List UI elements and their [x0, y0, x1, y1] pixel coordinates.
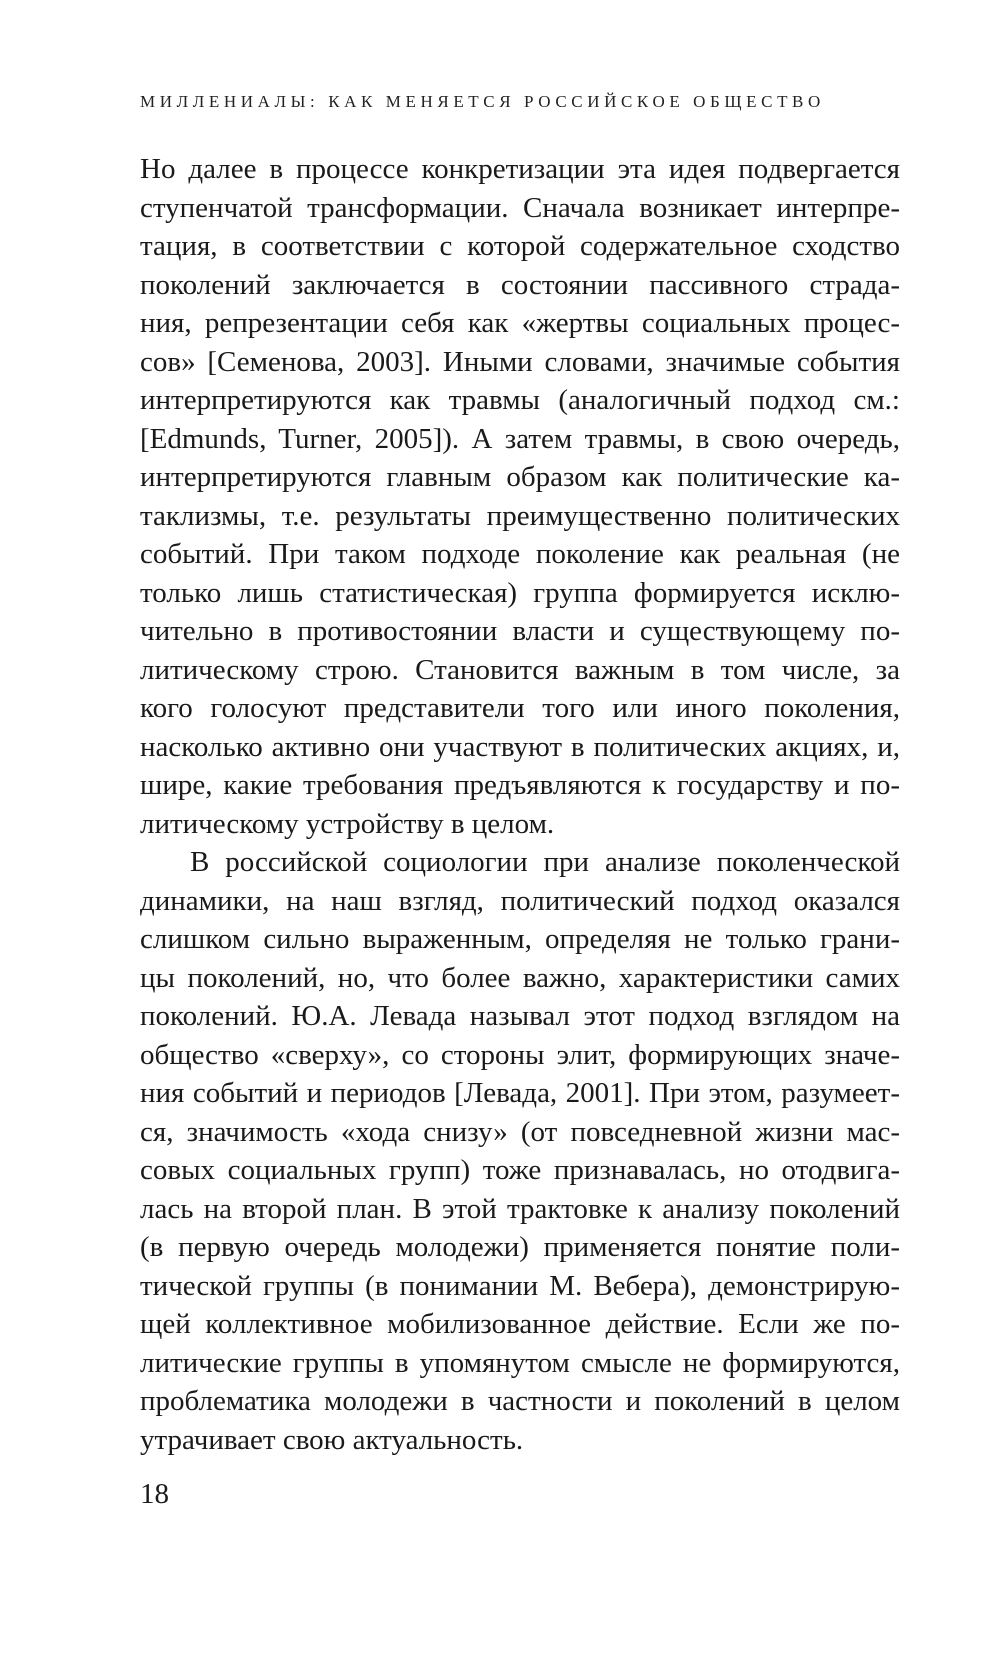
body-text — [140, 150, 900, 1459]
paragraph-2 — [140, 843, 900, 1459]
text-line: динамики, на наш взгляд, политический подход оказался — [140, 884, 900, 917]
text-line: Но далее в процессе конкретизации эта идея подвергается — [140, 153, 900, 185]
text-line: литическому строю. Становится важным в том числе, за — [140, 653, 900, 686]
text-line: цы поколений, но, что более важно, характеристики самих — [140, 961, 900, 994]
page-number: 18 — [140, 1478, 169, 1510]
text-line: [Edmunds, Turner, 2005]). А затем травмы, в свою очередь, — [140, 422, 900, 455]
text-line: насколько активно они участвуют в политических акциях, и, — [140, 730, 900, 763]
text-line: шире, какие требования предъявляются к государству и по- — [140, 769, 900, 801]
text-line: литические группы в упомянутом смысле не формируются, — [140, 1346, 900, 1379]
text-line: В российской социологии при анализе поколенческой — [190, 846, 900, 878]
text-line: сов» [Семенова, 2003]. Иными словами, значимые события — [140, 345, 900, 378]
text-line: ния событий и периодов [Левада, 2001]. При этом, разумеет- — [140, 1077, 900, 1109]
text-line: кого голосуют представители того или иного поколения, — [140, 692, 900, 724]
text-line: ступенчатой трансформации. Сначала возникает интерпре- — [140, 191, 900, 224]
text-line: утрачивает свою актуальность. — [140, 1423, 524, 1456]
text-line: таклизмы, т.е. результаты преимущественно политических — [140, 499, 900, 532]
text-line: ся, значимость «хода снизу» (от повседневной жизни мас- — [140, 1115, 900, 1148]
text-line: слишком сильно выраженным, определяя не только грани- — [140, 923, 900, 955]
text-line: поколений заключается в состоянии пассивного страда- — [140, 268, 900, 301]
text-line: лась на второй план. В этой трактовке к анализу поколений — [140, 1192, 900, 1225]
text-line: чительно в противостоянии власти и существующему по- — [140, 615, 900, 647]
text-line: только лишь статистическая) группа формируется исклю- — [140, 576, 900, 609]
text-line: литическому устройству в целом. — [140, 807, 555, 840]
text-line: ния, репрезентации себя как «жертвы социальных процес- — [140, 307, 900, 339]
text-line: событий. При таком подходе поколение как реальная (не — [140, 538, 900, 570]
text-line: совых социальных групп) тоже признавалась, но отодвига- — [140, 1154, 900, 1186]
text-line: тация, в соответствии с которой содержательное сходство — [140, 230, 900, 262]
running-head: МИЛЛЕНИАЛЫ: КАК МЕНЯЕТСЯ РОССИЙСКОЕ ОБЩЕСТВО — [140, 92, 825, 111]
text-line: (в первую очередь молодежи) применяется понятие поли- — [140, 1231, 900, 1263]
text-line: интерпретируются главным образом как политические ка- — [140, 461, 900, 493]
text-line: проблематика молодежи в частности и поколений в целом — [140, 1385, 900, 1417]
text-line: тической группы (в понимании М. Вебера), демонстрирую- — [140, 1269, 900, 1302]
text-line: общество «сверху», со стороны элит, формирующих значе- — [140, 1038, 900, 1071]
paragraph-1 — [140, 150, 900, 843]
text-line: интерпретируются как травмы (аналогичный подход см.: — [140, 384, 900, 416]
text-line: щей коллективное мобилизованное действие. Если же по- — [140, 1308, 900, 1340]
text-line: поколений. Ю.А. Левада называл этот подход взглядом на — [140, 1000, 900, 1032]
